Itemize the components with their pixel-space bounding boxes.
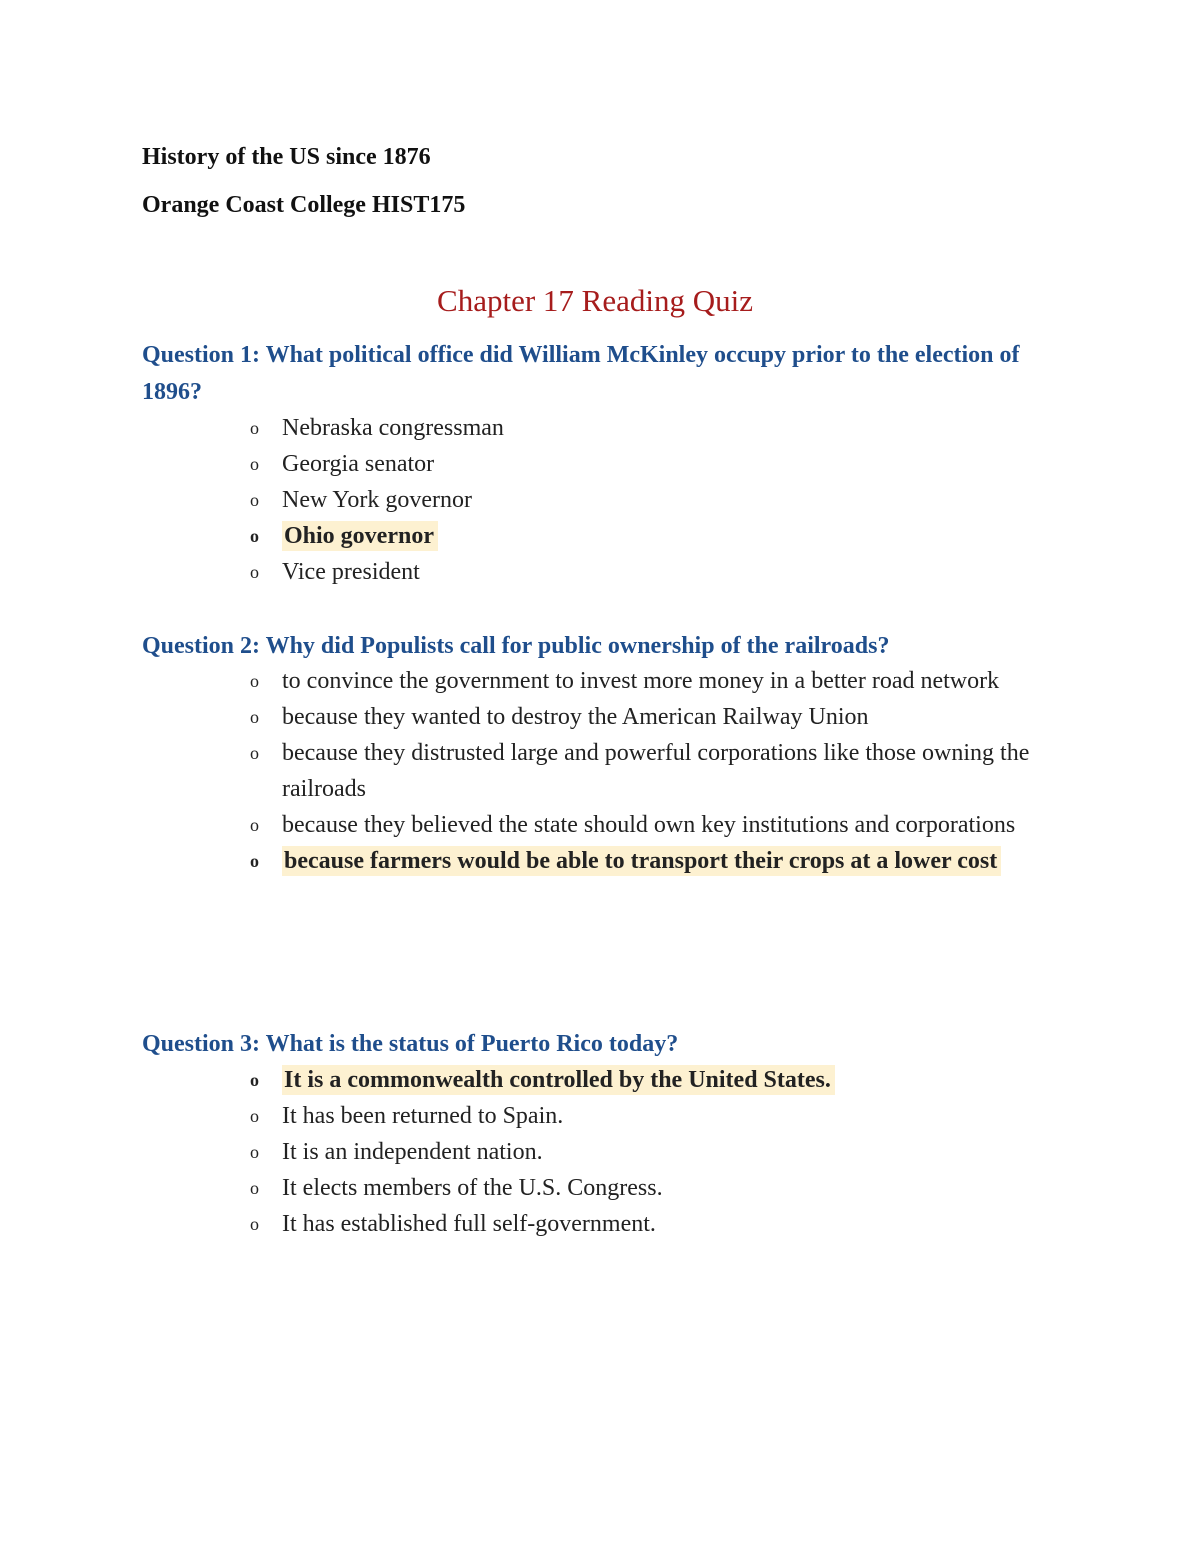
circle-bullet-icon: o [250,490,259,510]
circle-bullet-icon: o [250,671,259,691]
question-2-option [248,807,1068,843]
option-text: Georgia senator [282,451,435,477]
question-1-option [248,554,1068,590]
option-text: It has been returned to Spain. [282,1103,564,1129]
option-text: to convince the government to invest more money in a better road network [282,668,1000,694]
question-1-option [248,482,1068,518]
question-2-correct-option [248,843,1068,879]
circle-bullet-icon: o [250,1142,259,1162]
option-text: Vice president [282,559,420,585]
circle-bullet-icon: o [250,1070,259,1090]
circle-bullet-icon: o [250,1214,259,1234]
option-text: because they wanted to destroy the American Railway Union [282,704,869,730]
question-2-option [248,699,1068,735]
option-text-highlighted: Ohio governor [282,521,438,551]
question-1-option [248,446,1068,482]
option-text: It has established full self-government. [282,1211,656,1237]
question-2-option [248,735,1068,807]
question-2-options [248,663,1068,879]
circle-bullet-icon: o [250,418,259,438]
option-text: It is an independent nation. [282,1139,543,1165]
question-3-prompt: Question 3: What is the status of Puerto Rico today? [142,1031,679,1057]
question-1-prompt: Question 1: What political office did William McKinley occupy prior to the election of 1896? [142,342,1020,405]
circle-bullet-icon: o [250,1106,259,1126]
question-3-options [248,1062,1068,1242]
option-text: New York governor [282,487,472,513]
option-text-highlighted: because farmers would be able to transport their crops at a lower cost [282,846,1001,876]
course-school: Orange Coast College HIST175 [142,192,466,218]
question-2-option [248,663,1068,699]
circle-bullet-icon: o [250,707,259,727]
circle-bullet-icon: o [250,815,259,835]
question-1-correct-option [248,518,1068,554]
question-1-option [248,410,1068,446]
circle-bullet-icon: o [250,562,259,582]
option-text-highlighted: It is a commonwealth controlled by the United States. [282,1065,835,1095]
question-3-option [248,1098,1068,1134]
question-3-correct-option [248,1062,1068,1098]
circle-bullet-icon: o [250,526,259,546]
circle-bullet-icon: o [250,454,259,474]
question-1-options [248,410,1068,590]
option-text: because they believed the state should own key institutions and corporations [282,812,1016,838]
circle-bullet-icon: o [250,743,259,763]
question-3-option [248,1134,1068,1170]
option-text: because they distrusted large and powerful corporations like those owning the railroads [282,740,1030,802]
question-3-option [248,1170,1068,1206]
option-text: Nebraska congressman [282,415,504,441]
circle-bullet-icon: o [250,1178,259,1198]
option-text: It elects members of the U.S. Congress. [282,1175,663,1201]
question-2-prompt: Question 2: Why did Populists call for public ownership of the railroads? [142,633,890,659]
circle-bullet-icon: o [250,851,259,871]
question-3-option [248,1206,1068,1242]
quiz-title: Chapter 17 Reading Quiz [437,283,753,318]
course-title: History of the US since 1876 [142,144,431,170]
